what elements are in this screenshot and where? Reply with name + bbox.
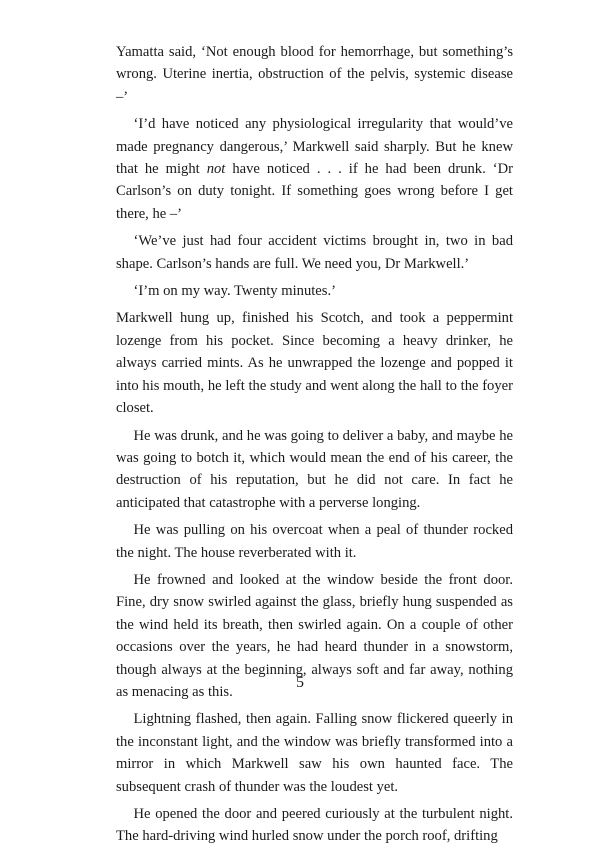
book-page bbox=[116, 41, 513, 853]
paragraph-5: Markwell hung up, finished his Scotch, and took a peppermint lozenge from his pocket. Since becoming a heavy drinker, he always carried mints. As he unwrapped the lozenge and popped it into his mouth, he left the study and went along the hall to the foyer closet. bbox=[116, 310, 513, 417]
paragraph-6: He was drunk, and he was going to deliver a baby, and maybe he was going to botch it, which would mean the end of his career, the destruction of his reputation, but he did not care. In fact he anticipated that catastrophe with a perverse longing. bbox=[116, 427, 513, 511]
paragraph-9: Lightning flashed, then again. Falling snow flickered queerly in the inconstant light, and the window was briefly transformed into a mirror in which Markwell saw his own haunted face. The subsequent crash of thunder was the loudest yet. bbox=[116, 711, 513, 795]
paragraph-10: He opened the door and peered curiously at the turbulent night. The hard-driving wind hurled snow under the porch roof, drifting bbox=[116, 806, 513, 845]
paragraph-2 bbox=[116, 113, 513, 225]
paragraph-3: ‘We’ve just had four accident victims brought in, two in bad shape. Carlson’s hands are full. We need you, Dr Markwell.’ bbox=[116, 233, 513, 272]
paragraph-2-text-a: ‘I’d have noticed any physiological irregularity that would’ve made pregnancy dangerous,’ Markwell said sharply. But he knew that he might bbox=[116, 116, 513, 178]
paragraph-2-emphasis: not bbox=[206, 161, 226, 178]
paragraph-4: ‘I’m on my way. Twenty minutes.’ bbox=[133, 283, 336, 300]
paragraph-2-text-b: have noticed . . . if he had been drunk. ‘Dr Carlson’s on duty tonight. If something goes wrong before I get there, he –’ bbox=[116, 161, 513, 222]
paragraph-7: He was pulling on his overcoat when a peal of thunder rocked the night. The house reverberated with it. bbox=[116, 522, 513, 561]
page-number: 5 bbox=[296, 674, 304, 691]
paragraph-8: He frowned and looked at the window beside the front door. Fine, dry snow swirled against the glass, briefly hung suspended as the wind held its breath, then swirled again. On a couple of other occasions over the years, he had heard thunder in a snowstorm, though always at the beginning, always soft and far away, nothing as menacing as this. bbox=[116, 571, 513, 700]
paragraph-1: Yamatta said, ‘Not enough blood for hemorrhage, but something’s wrong. Uterine inertia, obstruction of the pelvis, systemic disease –’ bbox=[116, 44, 513, 105]
